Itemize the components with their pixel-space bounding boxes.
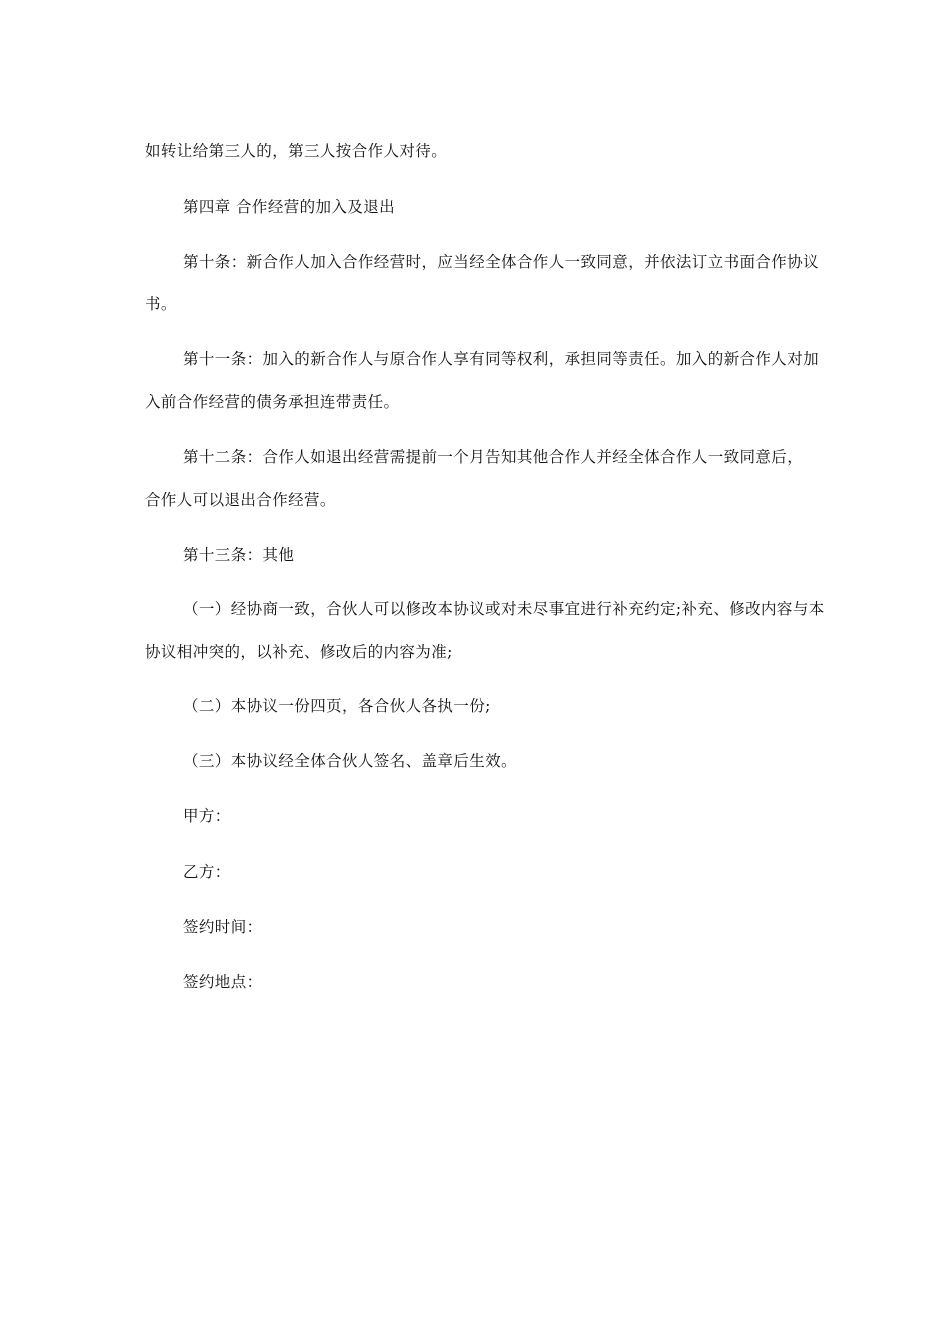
party-b-label: 乙方： [183,863,231,881]
article-10-line-2: 书。 [145,295,177,313]
article-13-heading: 第十三条：其他 [183,546,295,564]
chapter-heading: 第四章 合作经营的加入及退出 [183,198,396,216]
article-12-line-1: 第十二条：合作人如退出经营需提前一个月告知其他合作人并经全体合作人一致同意后， [183,448,804,466]
clause-3: （三）本协议经全体合伙人签名、盖章后生效。 [183,752,517,770]
paragraph-line-transfer: 如转让给第三人的，第三人按合作人对待。 [145,142,448,160]
article-11-line-1: 第十一条：加入的新合作人与原合作人享有同等权利，承担同等责任。加入的新合作人对加 [183,350,820,368]
article-10-line-1: 第十条：新合作人加入合作经营时，应当经全体合作人一致同意，并依法订立书面合作协议 [183,253,820,271]
article-11-line-2: 入前合作经营的债务承担连带责任。 [145,393,400,411]
signing-time-label: 签约时间： [183,918,263,936]
article-12-line-2: 合作人可以退出合作经营。 [145,491,336,509]
party-a-label: 甲方： [183,807,231,825]
clause-1-line-2: 协议相冲突的，以补充、修改后的内容为准; [145,643,453,661]
signing-place-label: 签约地点： [183,973,263,991]
clause-2: （二）本协议一份四页，各合伙人各执一份; [183,697,491,715]
clause-1-line-1: （一）经协商一致，合伙人可以修改本协议或对未尽事宜进行补充约定;补充、修改内容与本 [183,600,825,618]
